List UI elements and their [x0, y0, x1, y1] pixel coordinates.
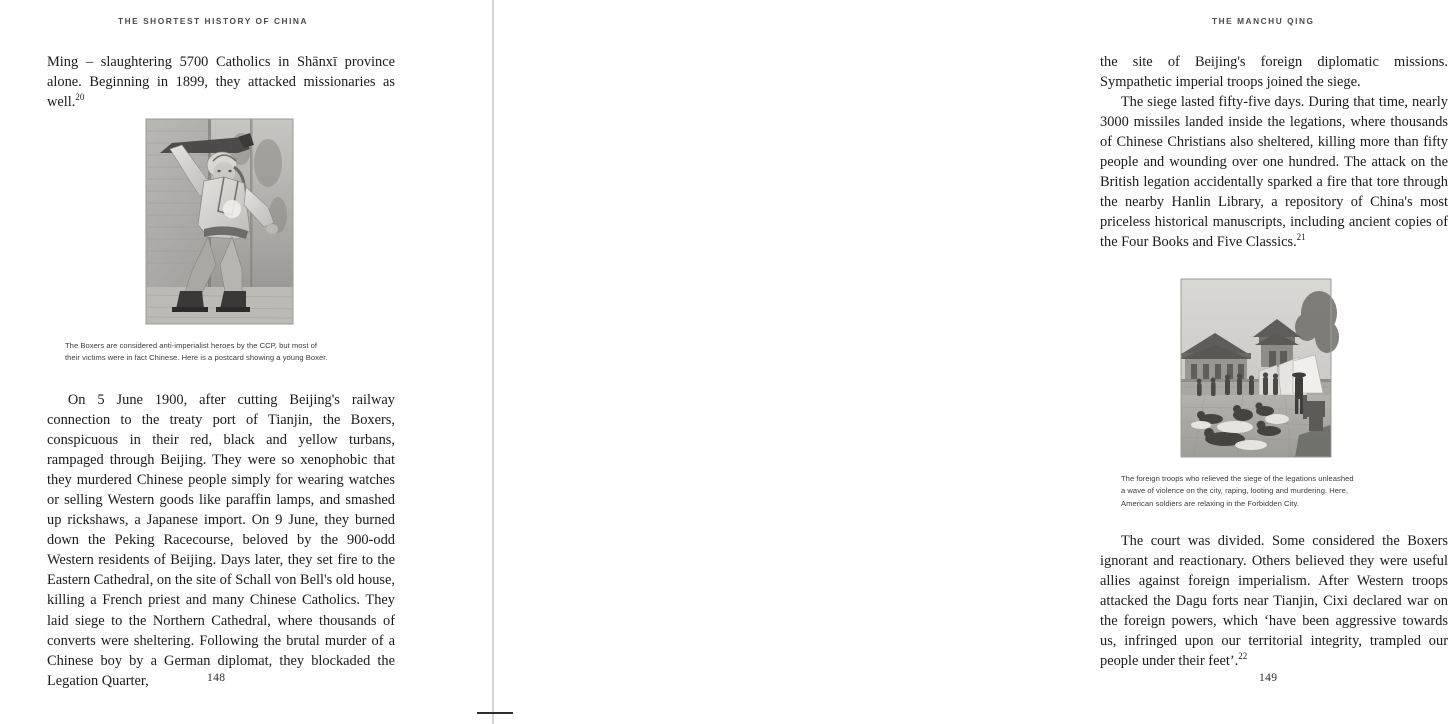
figure-left [65, 119, 400, 365]
figure-right-caption [1121, 473, 1443, 510]
footnote-marker-22: 22 [1238, 651, 1248, 662]
boxer-postcard-photo [146, 119, 293, 324]
figure-right-caption-line-1: The foreign troops who relieved the siege of the legations unleashed [1121, 474, 1354, 483]
crop-mark [477, 712, 513, 714]
spine-rule [492, 0, 494, 724]
page-left [0, 0, 500, 724]
page-right [500, 0, 1448, 724]
figure-left-caption-line-1: The Boxers are considered anti-imperialist heroes by the CCP, but most of [65, 341, 318, 350]
paragraph-right-2-text: The siege lasted fifty-five days. During that time, nearly 3000 missiles landed inside the legations, where thousands of Chinese Christians also sheltered, killing more than fifty people and wounding over one hundred. The attack on the British legation accidentally sparked a fire that tore through the nearby Hanlin Library, a repository of China's most priceless historical manuscripts, including ancient copies of the Four Books and Five Classics. [1100, 94, 1448, 251]
running-head-right: THE MANCHU QING [1212, 16, 1315, 26]
left-text-block-bottom [47, 390, 395, 691]
right-text-block-top [1100, 52, 1448, 252]
figure-right-caption-line-2: a wave of violence on the city, raping, looting and murdering. Here, [1121, 486, 1349, 496]
running-head-left: THE SHORTEST HISTORY OF CHINA [118, 16, 309, 26]
paragraph-right-2 [1100, 92, 1448, 252]
paragraph-left-1 [47, 52, 395, 112]
forbidden-city-soldiers-photo [1181, 279, 1331, 457]
folio-left: 148 [207, 671, 226, 684]
folio-right: 149 [1259, 671, 1278, 684]
figure-right-caption-line-3: American soldiers are relaxing in the Forbidden City. [1121, 498, 1299, 508]
paragraph-right-1: the site of Beijing's foreign diplomatic missions. Sympathetic imperial troops joined the siege. [1100, 54, 1448, 91]
footnote-marker-20: 20 [75, 92, 85, 103]
paragraph-left-2: On 5 June 1900, after cutting Beijing's railway connection to the treaty port of Tianjin, the Boxers, conspicuous in their red, black and yellow turbans, rampaged through Beijing. They were so xenophobic that they murdered Chinese people simply for wearing watches or selling Western goods like paraffin lamps, and smashed up rickshaws, a Japanese import. On 9 June, they burned down the Peking Racecourse, beloved by the 900-odd Western residents of Beijing. Days later, they set fire to the Eastern Cathedral, on the site of Schall von Bell's old house, killing a French priest and many Chinese Catholics. They laid siege to the Northern Cathedral, where thousands of converts were sheltering. Following the brutal murder of a Chinese boy by a German diplomat, they blockaded the Legation Quarter, [47, 392, 395, 689]
right-text-block-bottom [1100, 531, 1448, 671]
left-text-block-top [47, 52, 395, 112]
figure-left-caption [65, 340, 400, 365]
paragraph-left-1-text: Ming – slaughtering 5700 Catholics in Shānxī province alone. Beginning in 1899, they attacked missionaries as well. [47, 54, 395, 111]
paragraph-right-3-text: The court was divided. Some considered the Boxers ignorant and reactionary. Others believed they were useful allies against foreign imperialism. After Western troops attacked the Dagu forts near Tianjin, Cixi declared war on the foreign powers, which ‘have been aggressive towards us, infringed upon our territorial integrity, trampled our people under their feet’. [1100, 533, 1448, 670]
paragraph-right-3 [1100, 531, 1448, 671]
footnote-marker-21: 21 [1296, 232, 1306, 243]
figure-left-caption-line-2: their victims were in fact Chinese. Here is a postcard showing a young Boxer. [65, 353, 328, 363]
figure-right [1121, 279, 1443, 510]
